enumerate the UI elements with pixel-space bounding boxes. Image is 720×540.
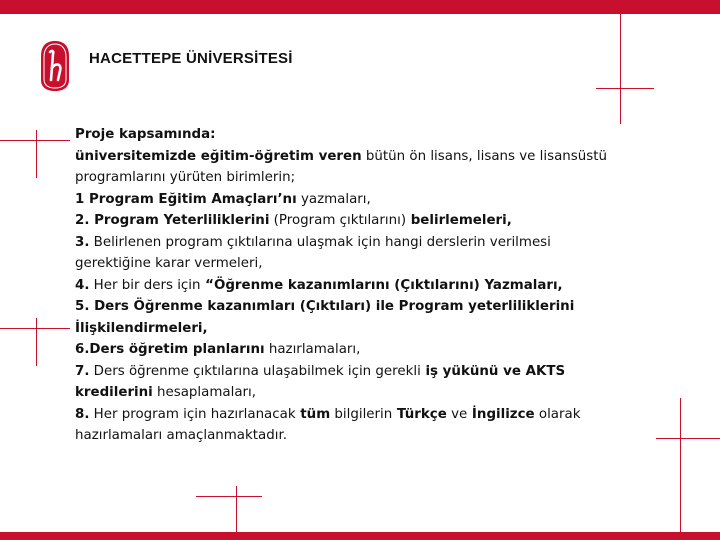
- text-span: Belirlenen program çıktılarına ulaşmak için hangi derslerin verilmesi: [89, 234, 551, 250]
- list-item: [75, 339, 645, 361]
- text-span: gerektiğine karar vermeleri,: [75, 256, 263, 271]
- text-span: 1 Program Eğitim Amaçları’nı: [75, 191, 297, 207]
- decorative-line: [596, 88, 654, 89]
- decorative-line: [36, 130, 37, 178]
- text-span: 2. Program Yeterliliklerini: [75, 213, 270, 228]
- text-line: [75, 382, 645, 404]
- text-span: hazırlamaları,: [264, 342, 361, 357]
- text-span: belirlemeleri,: [406, 213, 512, 228]
- text-span: İlişkilendirmeleri,: [75, 320, 208, 336]
- text-span: üniversitemizde eğitim-öğretim veren: [75, 148, 362, 164]
- text-span: 4.: [75, 277, 90, 293]
- text-line: [75, 146, 645, 168]
- list-item: [75, 275, 645, 297]
- text-span: “Öğrenme kazanımlarını (Çıktılarını) Yazmaları,: [200, 277, 563, 293]
- text-span: iş yükünü ve AKTS: [420, 363, 566, 379]
- list-item: [75, 210, 645, 232]
- organization-name: HACETTEPE ÜNİVERSİTESİ: [89, 50, 293, 67]
- text-span: hesaplamaları,: [152, 385, 257, 400]
- text-span: 5. Ders Öğrenme kazanımları (Çıktıları) ile Program yeterliliklerini: [75, 299, 575, 314]
- text-line: [75, 318, 645, 340]
- decorative-line: [0, 140, 70, 141]
- text-span: Her program için hazırlanacak: [89, 406, 296, 422]
- text-span: tüm: [295, 406, 331, 422]
- text-line: [75, 124, 645, 146]
- list-item: [75, 404, 645, 426]
- decorative-line: [680, 398, 681, 532]
- text-span: programlarını yürüten birimlerin;: [75, 170, 296, 185]
- text-span: Her bir ders için: [89, 277, 201, 293]
- text-span: bütün ön lisans, lisans ve lisansüstü: [361, 148, 607, 164]
- decorative-line: [0, 328, 70, 329]
- list-item: [75, 232, 645, 254]
- text-span: olarak: [534, 406, 581, 422]
- text-span: yazmaları,: [296, 191, 371, 207]
- text-span: Türkçe: [392, 406, 447, 422]
- list-item: [75, 189, 645, 211]
- text-span: İngilizce: [467, 406, 535, 422]
- text-line: [75, 167, 645, 189]
- text-span: 8.: [75, 406, 90, 422]
- text-line: [75, 253, 645, 275]
- slide-body-text: [75, 124, 645, 447]
- decorative-line: [236, 486, 237, 534]
- text-span: (Program çıktılarını): [269, 213, 407, 228]
- list-item: [75, 361, 645, 383]
- text-span: Ders öğrenme çıktılarına ulaşabilmek için gerekli: [89, 363, 421, 379]
- text-span: 6.Ders öğretim planlarını: [75, 342, 265, 357]
- bottom-accent-bar: [0, 532, 720, 540]
- text-span: 7.: [75, 363, 90, 379]
- text-line: [75, 425, 645, 447]
- text-span: bilgilerin: [330, 406, 393, 422]
- decorative-line: [656, 438, 720, 439]
- text-span: 3.: [75, 234, 90, 250]
- hacettepe-logo: [40, 40, 70, 92]
- decorative-line: [36, 318, 37, 366]
- list-item: [75, 296, 645, 318]
- text-span: hazırlamaları amaçlanmaktadır.: [75, 428, 287, 443]
- decorative-line: [196, 496, 262, 497]
- top-accent-bar: [0, 0, 720, 14]
- intro-heading: Proje kapsamında:: [75, 127, 216, 142]
- text-span: kredilerini: [75, 385, 153, 400]
- decorative-line: [620, 14, 621, 124]
- text-span: ve: [446, 406, 468, 422]
